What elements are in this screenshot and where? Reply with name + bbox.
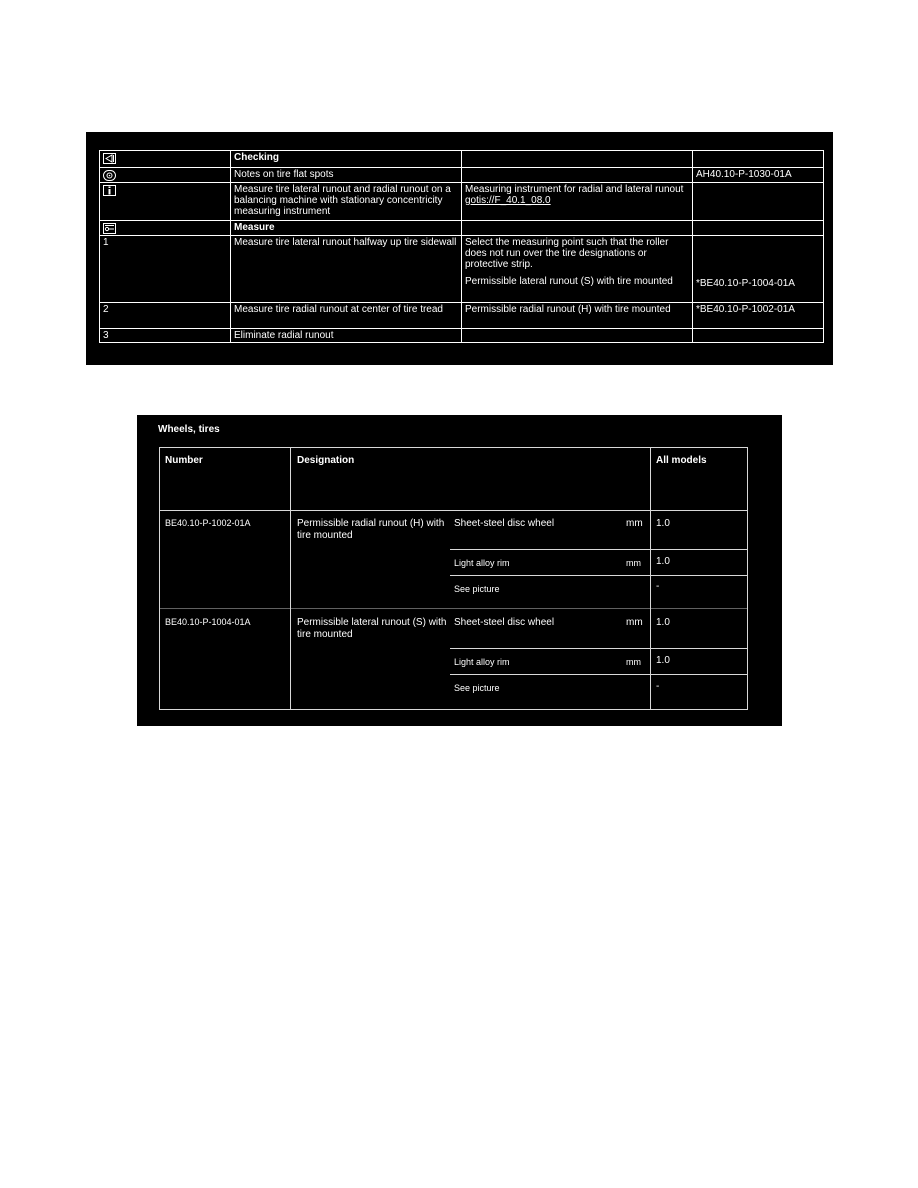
step-text: Notes on tire flat spots (231, 168, 462, 183)
item-unit: mm (626, 657, 641, 667)
spec-designation: Permissible lateral runout (S) with tire mounted (297, 617, 447, 640)
table-row (100, 183, 824, 221)
info-icon (103, 185, 116, 196)
item-label: Sheet-steel disc wheel (454, 617, 555, 628)
instrument-text: Measuring instrument for radial and lateral runout (465, 184, 684, 195)
divider (450, 549, 747, 550)
column-header-number: Number (165, 455, 203, 466)
spec-number: BE40.10-P-1002-01A (165, 518, 251, 528)
empty-cell (693, 221, 824, 236)
spec-text: Permissible radial runout (H) with tire mounted (462, 303, 693, 329)
item-value: 1.0 (656, 617, 670, 628)
specs-title: Wheels, tires (158, 424, 220, 435)
step-number: 2 (100, 303, 231, 329)
row-icon-cell (100, 151, 231, 168)
table-row (100, 221, 824, 236)
row-icon-cell (100, 168, 231, 183)
spec-designation: Permissible radial runout (H) with tire mounted (297, 518, 445, 541)
doc-reference-link[interactable]: *BE40.10-P-1004-01A (696, 278, 795, 289)
empty-cell (462, 151, 693, 168)
empty-cell (462, 221, 693, 236)
step-text: Eliminate radial runout (231, 329, 462, 343)
table-row (100, 329, 824, 343)
divider (450, 674, 747, 675)
table-row (100, 236, 824, 303)
procedure-table (99, 150, 824, 343)
item-unit: mm (626, 518, 643, 529)
row-icon-cell (100, 183, 231, 221)
empty-cell (462, 168, 693, 183)
item-value: 1.0 (656, 518, 670, 529)
section-heading-measure: Measure (231, 221, 462, 236)
item-value: 1.0 (656, 655, 670, 666)
empty-cell (693, 329, 824, 343)
divider (450, 648, 747, 649)
item-value: - (656, 581, 660, 592)
section-heading-checking: Checking (231, 151, 462, 168)
notes-cell (462, 236, 693, 303)
step-text: Measure tire lateral runout halfway up tire sidewall (231, 236, 462, 303)
note-text: Select the measuring point such that the roller does not run over the tire designations or protective strip. (465, 237, 669, 270)
doc-reference-cell (693, 236, 824, 303)
instrument-cell (462, 183, 693, 221)
item-unit: mm (626, 558, 641, 568)
divider (650, 448, 651, 709)
item-label: See picture (454, 584, 500, 594)
step-number: 3 (100, 329, 231, 343)
item-label: Sheet-steel disc wheel (454, 518, 555, 529)
instrument-link[interactable]: gotis://F_40.1_08.0 (465, 195, 551, 206)
spec-text: Permissible lateral runout (S) with tire mounted (465, 276, 673, 287)
specs-table (159, 447, 748, 710)
step-text: Measure tire lateral runout and radial runout on a balancing machine with stationary concentricity measuring instrument (231, 183, 462, 221)
empty-cell (693, 183, 824, 221)
item-label: Light alloy rim (454, 558, 510, 568)
wrench-arrow-icon (103, 153, 116, 164)
item-value: - (656, 681, 660, 692)
row-icon-cell (100, 221, 231, 236)
table-row (100, 151, 824, 168)
divider (290, 448, 291, 709)
divider (450, 575, 747, 576)
item-label: Light alloy rim (454, 657, 510, 667)
divider (160, 510, 747, 511)
spec-number: BE40.10-P-1004-01A (165, 617, 251, 627)
empty-cell (462, 329, 693, 343)
item-value: 1.0 (656, 556, 670, 567)
table-row (100, 303, 824, 329)
item-label: See picture (454, 683, 500, 693)
divider (160, 608, 747, 609)
key-icon (103, 223, 116, 234)
step-number: 1 (100, 236, 231, 303)
doc-reference-link[interactable]: AH40.10-P-1030-01A (693, 168, 824, 183)
step-text: Measure tire radial runout at center of tire tread (231, 303, 462, 329)
empty-cell (693, 151, 824, 168)
column-header-all-models: All models (656, 455, 707, 466)
specs-panel (137, 415, 782, 726)
procedure-panel (86, 132, 833, 365)
table-row (100, 168, 824, 183)
column-header-designation: Designation (297, 455, 355, 466)
doc-reference-link[interactable]: *BE40.10-P-1002-01A (693, 303, 824, 329)
item-unit: mm (626, 617, 643, 628)
tire-icon (103, 170, 116, 181)
